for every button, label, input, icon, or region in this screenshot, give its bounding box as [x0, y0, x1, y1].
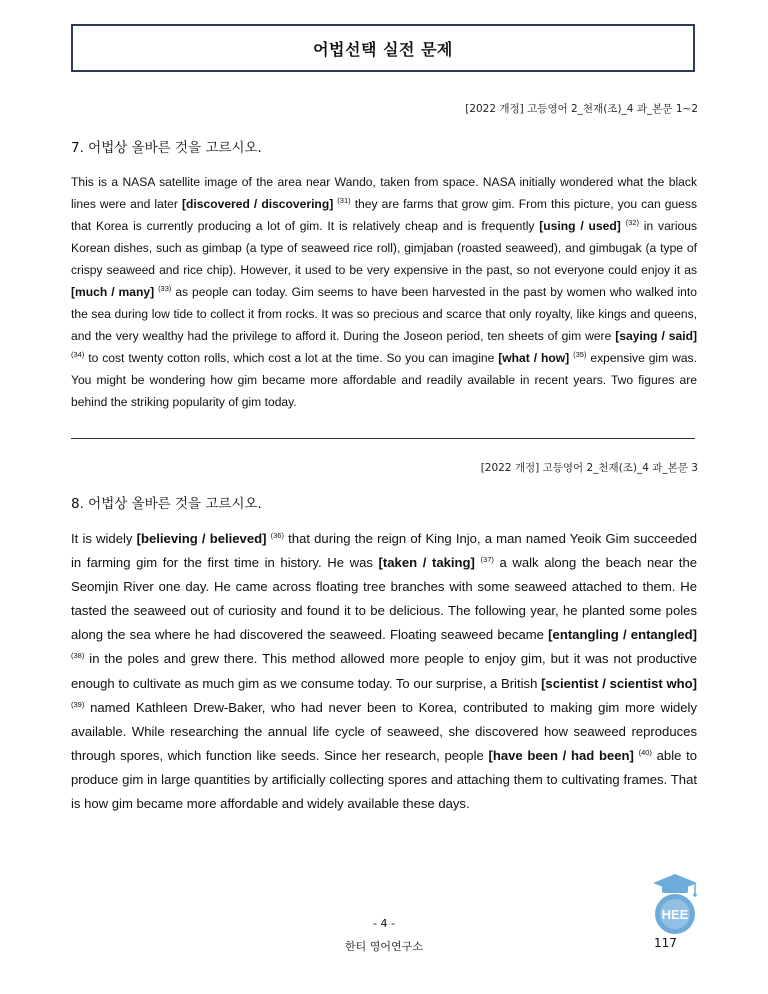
logo-text: HEE	[661, 907, 689, 922]
source-citation-2: [2022 개정] 고등영어 2_천재(조)_4 과_본문 3	[480, 462, 698, 474]
choice-39: [scientist / scientist who]	[541, 675, 697, 691]
choice-number-40: (40)	[638, 747, 652, 757]
page-title: 어법선택 실전 문제	[313, 39, 453, 59]
choice-38: [entangling / entangled]	[548, 627, 697, 643]
choice-37: [taken / taking]	[378, 555, 475, 571]
page-number: 117	[654, 936, 677, 950]
footer-organization: 한티 영어연구소	[345, 940, 423, 953]
choice-number-35: (35)	[573, 350, 587, 359]
choice-40: [have been / had been]	[488, 747, 634, 763]
passage-text: This is a NASA satellite image of the area near Wando, taken from space. NASA initially wondered what the black lines were and later	[71, 175, 697, 211]
question-7-title: 7. 어법상 올바른 것을 고르시오.	[71, 140, 262, 156]
passage-text: in various Korean dishes, such as gimbap (a type of seaweed rice roll), gimjaban (roasted seaweed), and gimbugak (a type of crispy seaweed and rice chip). However, it used to be very expensive in the past, so not everyone could enjoy it as	[71, 219, 698, 277]
passage-text: that during the reign of King Injo, a man named Yeoik Gim succeeded in farming gim for the first time in history. He was	[71, 531, 697, 571]
title-box	[71, 24, 695, 72]
passage-text: to cost twenty cotton rolls, which cost a lot at the time. So you can imagine	[84, 351, 499, 365]
passage-text: named Kathleen Drew-Baker, who had never been to Korea, contributed to making gim more widely available. While researching the annual life cycle of seaweed, she discovered how seaweed reproduces through spores, which function like seeds. Since her research, people	[71, 699, 697, 763]
choice-36: [believing / believed]	[136, 531, 267, 546]
choice-number-38: (38)	[71, 651, 85, 661]
choice-31: [discovered / discovering]	[181, 197, 334, 211]
passage-text: they are farms that grow gim. From this picture, you can guess that Korea is currently producing a lot of gim. It is relatively cheap and is frequently	[71, 197, 697, 233]
page-label: - 4 -	[373, 917, 395, 930]
passage-text: expensive gim was. You might be wondering how gim became more affordable and readily available in recent years. Two figures are behind the striking popularity of gim today.	[71, 351, 697, 409]
choice-number-37: (37)	[480, 555, 494, 565]
passage-text: in the poles and grew there. This method allowed more people to enjoy gim, but it was not productive enough to cultivate as much gim as we consume today. To our surprise, a British	[71, 651, 697, 691]
choice-number-33: (33)	[158, 284, 172, 293]
choice-35: [what / how]	[498, 351, 570, 365]
passage-text: as people can today. Gim seems to have been harvested in the past by women who walked into the sea during low tide to collect it from rocks. It was so precious and scarce that only royalty, like kings and queens, and the very wealthy had the privilege to afford it. During the Joseon period, ten sheets of gim were	[71, 285, 697, 343]
passage-text: a walk along the beach near the Seomjin River one day. He came across floating tree branches with some seaweed attached to them. He tasted the seaweed out of curiosity and found it to be delicious. The following year, he planted some poles along the sea where he had discovered the seaweed. Floating seaweed became	[71, 555, 698, 643]
passage-2	[71, 527, 697, 816]
choice-32: [using / used]	[539, 219, 621, 233]
passage-text: It is widely	[71, 531, 137, 546]
choice-33: [much / many]	[71, 285, 155, 299]
section-divider	[71, 438, 695, 439]
choice-34: [saying / said]	[615, 329, 697, 343]
source-citation-1: [2022 개정] 고등영어 2_천재(조)_4 과_본문 1~2	[465, 103, 698, 115]
question-8-title: 8. 어법상 올바른 것을 고르시오.	[71, 496, 262, 512]
passage-1	[71, 171, 697, 413]
choice-number-32: (32)	[625, 218, 639, 227]
passage-text: able to produce gim in large quantities by artificially collecting spores and attaching them to cultivating frames. That is how gim became more affordable and widely available these days.	[71, 747, 698, 812]
choice-number-34: (34)	[71, 350, 85, 359]
choice-number-36: (36)	[270, 531, 284, 540]
choice-number-39: (39)	[71, 699, 85, 709]
choice-number-31: (31)	[337, 196, 351, 205]
